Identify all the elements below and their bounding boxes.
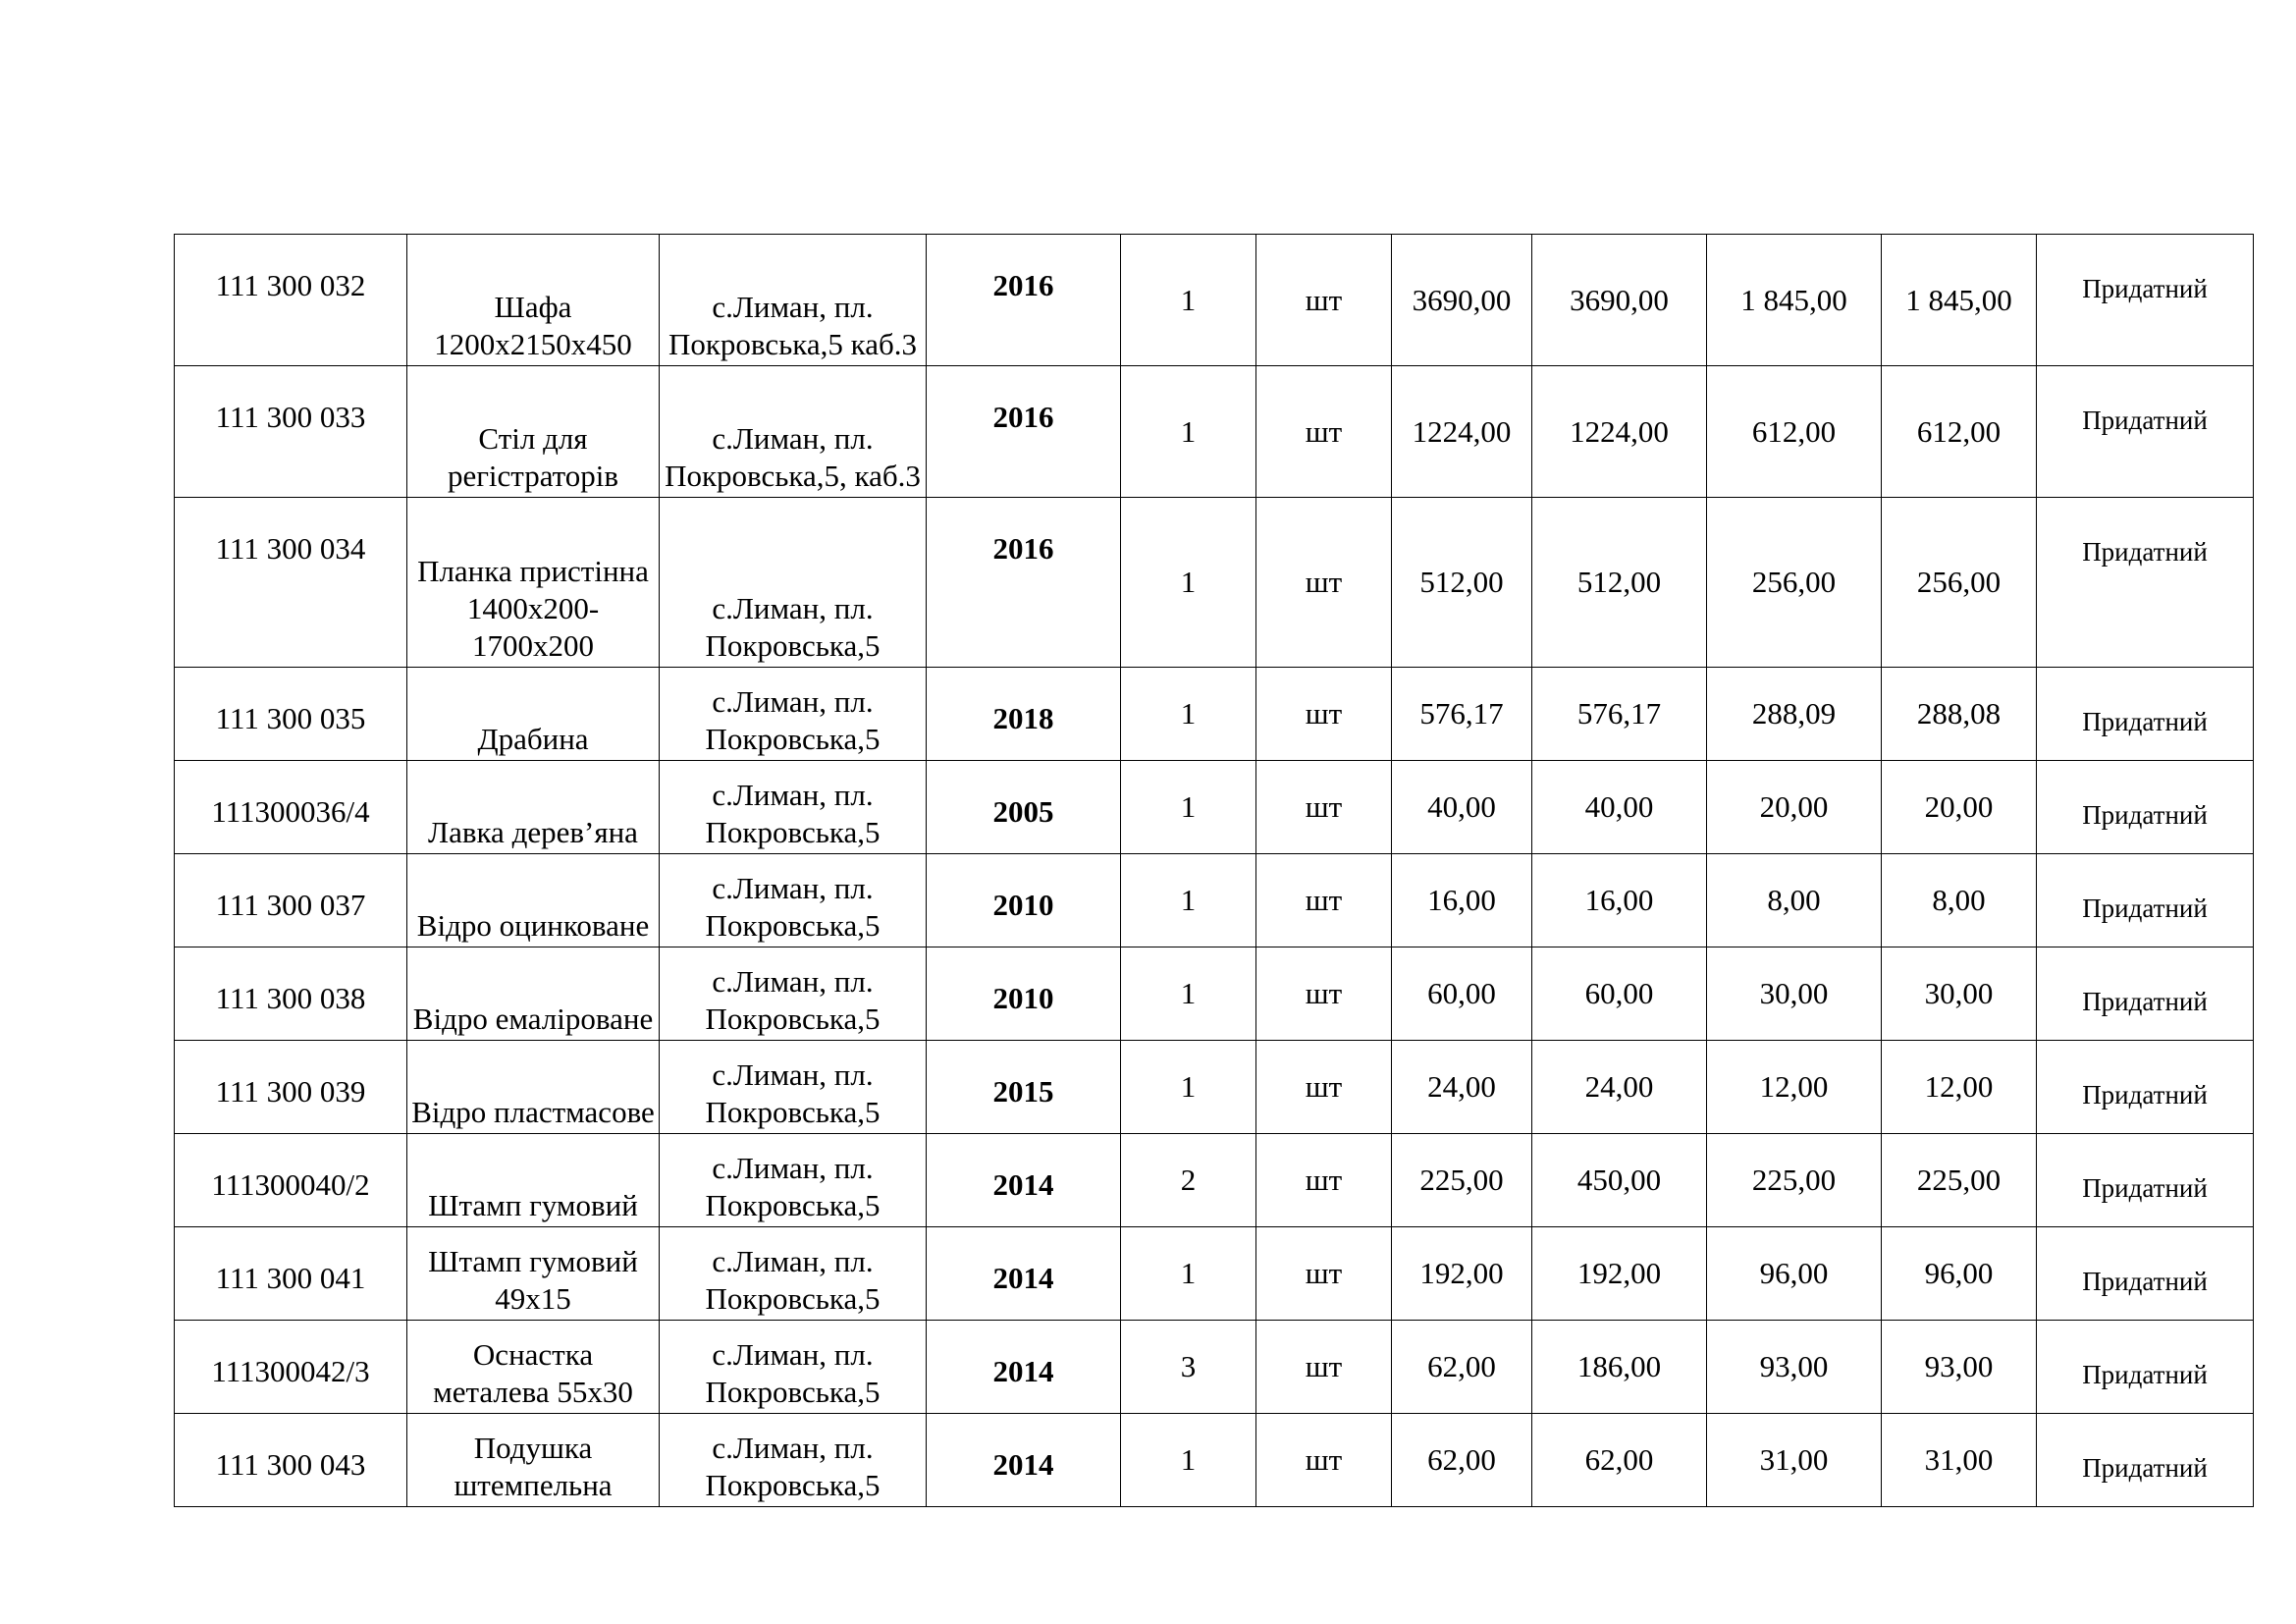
residual-value-cell: 288,08 [1882, 668, 2037, 761]
total-cost-cell: 62,00 [1532, 1414, 1707, 1507]
quantity-cell: 1 [1121, 1227, 1256, 1321]
unit-cell: шт [1256, 1414, 1392, 1507]
item-name-cell: Відро пластмасове [407, 1041, 660, 1134]
unit-price-cell: 24,00 [1392, 1041, 1532, 1134]
quantity-cell: 1 [1121, 1414, 1256, 1507]
item-name-cell: Відро емаліроване [407, 947, 660, 1041]
unit-price-cell: 62,00 [1392, 1414, 1532, 1507]
table-row [175, 1414, 2254, 1507]
condition-cell: Придатний [2037, 761, 2254, 854]
unit-price-cell: 16,00 [1392, 854, 1532, 947]
unit-cell: шт [1256, 1134, 1392, 1227]
depreciation-cell: 8,00 [1707, 854, 1882, 947]
table-row [175, 1321, 2254, 1414]
unit-cell: шт [1256, 668, 1392, 761]
depreciation-cell: 256,00 [1707, 498, 1882, 668]
item-name-cell: Штамп гумовий 49х15 [407, 1227, 660, 1321]
item-name-cell: Оснастка металева 55х30 [407, 1321, 660, 1414]
year-cell: 2010 [927, 947, 1121, 1041]
table-row [175, 1227, 2254, 1321]
unit-cell: шт [1256, 761, 1392, 854]
quantity-cell: 2 [1121, 1134, 1256, 1227]
location-cell: с.Лиман, пл. Покровська,5 [660, 1414, 927, 1507]
item-name-cell: Штамп гумовий [407, 1134, 660, 1227]
inventory-number-cell: 111 300 041 [175, 1227, 407, 1321]
depreciation-cell: 225,00 [1707, 1134, 1882, 1227]
quantity-cell: 3 [1121, 1321, 1256, 1414]
item-name-cell: Планка пристінна 1400х200-1700х200 [407, 498, 660, 668]
table-row [175, 947, 2254, 1041]
depreciation-cell: 20,00 [1707, 761, 1882, 854]
residual-value-cell: 20,00 [1882, 761, 2037, 854]
quantity-cell: 1 [1121, 498, 1256, 668]
unit-cell: шт [1256, 1041, 1392, 1134]
unit-price-cell: 40,00 [1392, 761, 1532, 854]
condition-cell: Придатний [2037, 668, 2254, 761]
item-name-cell: Лавка дерев’яна [407, 761, 660, 854]
unit-cell: шт [1256, 235, 1392, 366]
condition-cell: Придатний [2037, 1041, 2254, 1134]
location-cell: с.Лиман, пл. Покровська,5 [660, 947, 927, 1041]
unit-cell: шт [1256, 366, 1392, 498]
inventory-table [174, 234, 2254, 1507]
depreciation-cell: 96,00 [1707, 1227, 1882, 1321]
location-cell: с.Лиман, пл. Покровська,5 [660, 498, 927, 668]
condition-cell: Придатний [2037, 947, 2254, 1041]
condition-cell: Придатний [2037, 1134, 2254, 1227]
quantity-cell: 1 [1121, 947, 1256, 1041]
table-row [175, 854, 2254, 947]
unit-price-cell: 60,00 [1392, 947, 1532, 1041]
total-cost-cell: 3690,00 [1532, 235, 1707, 366]
condition-cell: Придатний [2037, 1227, 2254, 1321]
table-row [175, 1134, 2254, 1227]
residual-value-cell: 96,00 [1882, 1227, 2037, 1321]
year-cell: 2016 [927, 498, 1121, 668]
item-name-cell: Відро оцинковане [407, 854, 660, 947]
unit-price-cell: 576,17 [1392, 668, 1532, 761]
location-cell: с.Лиман, пл. Покровська,5 [660, 1041, 927, 1134]
item-name-cell: Подушка штемпельна [407, 1414, 660, 1507]
unit-price-cell: 225,00 [1392, 1134, 1532, 1227]
location-cell: с.Лиман, пл. Покровська,5 [660, 854, 927, 947]
year-cell: 2005 [927, 761, 1121, 854]
quantity-cell: 1 [1121, 1041, 1256, 1134]
condition-cell: Придатний [2037, 235, 2254, 366]
quantity-cell: 1 [1121, 668, 1256, 761]
year-cell: 2016 [927, 366, 1121, 498]
table-row [175, 366, 2254, 498]
inventory-number-cell: 111300036/4 [175, 761, 407, 854]
inventory-number-cell: 111300042/3 [175, 1321, 407, 1414]
unit-price-cell: 1224,00 [1392, 366, 1532, 498]
condition-cell: Придатний [2037, 366, 2254, 498]
quantity-cell: 1 [1121, 761, 1256, 854]
table-row [175, 235, 2254, 366]
unit-cell: шт [1256, 1227, 1392, 1321]
location-cell: с.Лиман, пл. Покровська,5 [660, 1227, 927, 1321]
residual-value-cell: 612,00 [1882, 366, 2037, 498]
depreciation-cell: 31,00 [1707, 1414, 1882, 1507]
unit-cell: шт [1256, 947, 1392, 1041]
unit-price-cell: 192,00 [1392, 1227, 1532, 1321]
unit-price-cell: 62,00 [1392, 1321, 1532, 1414]
depreciation-cell: 12,00 [1707, 1041, 1882, 1134]
year-cell: 2010 [927, 854, 1121, 947]
location-cell: с.Лиман, пл. Покровська,5, каб.3 [660, 366, 927, 498]
total-cost-cell: 40,00 [1532, 761, 1707, 854]
unit-cell: шт [1256, 1321, 1392, 1414]
unit-cell: шт [1256, 498, 1392, 668]
depreciation-cell: 1 845,00 [1707, 235, 1882, 366]
condition-cell: Придатний [2037, 854, 2254, 947]
depreciation-cell: 612,00 [1707, 366, 1882, 498]
depreciation-cell: 30,00 [1707, 947, 1882, 1041]
inventory-number-cell: 111 300 034 [175, 498, 407, 668]
quantity-cell: 1 [1121, 854, 1256, 947]
item-name-cell: Шафа 1200х2150х450 [407, 235, 660, 366]
location-cell: с.Лиман, пл. Покровська,5 [660, 1134, 927, 1227]
inventory-number-cell: 111 300 032 [175, 235, 407, 366]
total-cost-cell: 576,17 [1532, 668, 1707, 761]
condition-cell: Придатний [2037, 1321, 2254, 1414]
year-cell: 2018 [927, 668, 1121, 761]
residual-value-cell: 256,00 [1882, 498, 2037, 668]
year-cell: 2016 [927, 235, 1121, 366]
unit-price-cell: 512,00 [1392, 498, 1532, 668]
location-cell: с.Лиман, пл. Покровська,5 каб.3 [660, 235, 927, 366]
inventory-number-cell: 111 300 037 [175, 854, 407, 947]
condition-cell: Придатний [2037, 498, 2254, 668]
table-row [175, 1041, 2254, 1134]
inventory-number-cell: 111 300 039 [175, 1041, 407, 1134]
inventory-number-cell: 111 300 035 [175, 668, 407, 761]
residual-value-cell: 225,00 [1882, 1134, 2037, 1227]
table-body [175, 235, 2254, 1507]
total-cost-cell: 192,00 [1532, 1227, 1707, 1321]
year-cell: 2014 [927, 1134, 1121, 1227]
residual-value-cell: 30,00 [1882, 947, 2037, 1041]
total-cost-cell: 186,00 [1532, 1321, 1707, 1414]
table-row [175, 761, 2254, 854]
table-row [175, 668, 2254, 761]
total-cost-cell: 60,00 [1532, 947, 1707, 1041]
total-cost-cell: 512,00 [1532, 498, 1707, 668]
unit-cell: шт [1256, 854, 1392, 947]
year-cell: 2014 [927, 1414, 1121, 1507]
condition-cell: Придатний [2037, 1414, 2254, 1507]
year-cell: 2014 [927, 1227, 1121, 1321]
table-row [175, 498, 2254, 668]
residual-value-cell: 1 845,00 [1882, 235, 2037, 366]
quantity-cell: 1 [1121, 235, 1256, 366]
item-name-cell: Стіл для регістраторів [407, 366, 660, 498]
total-cost-cell: 1224,00 [1532, 366, 1707, 498]
total-cost-cell: 450,00 [1532, 1134, 1707, 1227]
inventory-number-cell: 111 300 033 [175, 366, 407, 498]
inventory-number-cell: 111 300 038 [175, 947, 407, 1041]
inventory-number-cell: 111300040/2 [175, 1134, 407, 1227]
unit-price-cell: 3690,00 [1392, 235, 1532, 366]
year-cell: 2014 [927, 1321, 1121, 1414]
total-cost-cell: 24,00 [1532, 1041, 1707, 1134]
residual-value-cell: 93,00 [1882, 1321, 2037, 1414]
total-cost-cell: 16,00 [1532, 854, 1707, 947]
residual-value-cell: 12,00 [1882, 1041, 2037, 1134]
depreciation-cell: 93,00 [1707, 1321, 1882, 1414]
location-cell: с.Лиман, пл. Покровська,5 [660, 668, 927, 761]
year-cell: 2015 [927, 1041, 1121, 1134]
location-cell: с.Лиман, пл. Покровська,5 [660, 1321, 927, 1414]
depreciation-cell: 288,09 [1707, 668, 1882, 761]
item-name-cell: Драбина [407, 668, 660, 761]
residual-value-cell: 8,00 [1882, 854, 2037, 947]
residual-value-cell: 31,00 [1882, 1414, 2037, 1507]
quantity-cell: 1 [1121, 366, 1256, 498]
inventory-number-cell: 111 300 043 [175, 1414, 407, 1507]
location-cell: с.Лиман, пл. Покровська,5 [660, 761, 927, 854]
